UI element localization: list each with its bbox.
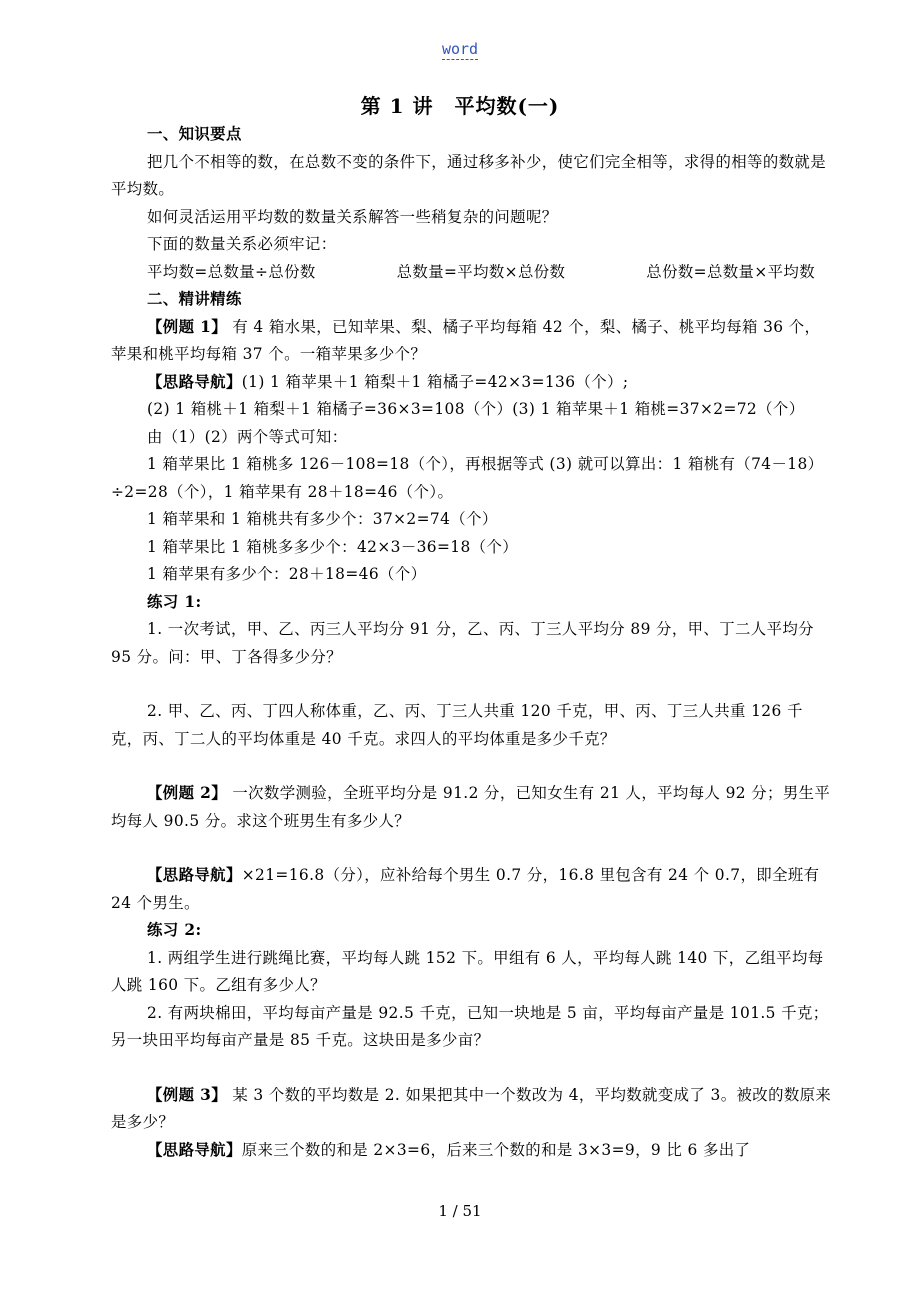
practice-1-question-2: 2. 甲、乙、丙、丁四人称体重，乙、丙、丁三人共重 120 千克，甲、丙、丁三人共重 126 千克，丙、丁二人的平均体重是 40 千克。求四人的平均体重是多少千克？ [111,702,803,748]
knowledge-paragraph-2: 如何灵活运用平均数的数量关系解答一些稍复杂的问题呢？ [147,207,558,226]
page-header [0,40,920,58]
example-3-text: 某 3 个数的平均数是 2. 如果把其中一个数改为 4，平均数就变成了 3。被改的数原来是多少？ [111,1085,832,1131]
word-link[interactable]: word [441,40,479,58]
page-number: 1 / 51 [438,1202,482,1220]
spacer [111,835,833,862]
knowledge-paragraph-1: 把几个不相等的数，在总数不变的条件下，通过移多补少，使它们完全相等，求得的相等的数就是平均数。 [111,152,826,198]
formula-parts: 总份数=总数量×平均数 [646,262,815,281]
practice-2-question-1: 1. 两组学生进行跳绳比赛，平均每人跳 152 下。甲组有 6 人，平均每人跳 140 下，乙组平均每人跳 160 下。乙组有多少人？ [111,948,824,994]
example-1-guide-label: 【思路导航】 [147,372,242,391]
spacer [111,671,833,698]
example-2-label: 【例题 2】 [147,784,228,802]
example-1-line-4: 1 箱苹果比 1 箱桃多 126－108=18（个），再根据等式 (3) 就可以算出：1 箱桃有（74－18）÷2=28（个），1 箱苹果有 28＋18=46（个）。 [111,455,824,501]
example-1-text: 有 4 箱水果，已知苹果、梨、橘子平均每箱 42 个，梨、橘子、桃平均每箱 36 个，苹果和桃平均每箱 37 个。一箱苹果多少个？ [111,317,821,363]
example-3-guide-text: 原来三个数的和是 2×3=6，后来三个数的和是 3×3=9，9 比 6 多出了 [241,1140,751,1159]
practice-heading: 二、精讲精练 [147,290,242,308]
document-body [111,121,833,1164]
spacer [111,1055,833,1082]
example-1-line-7: 1 箱苹果有多少个：28＋18=46（个） [147,565,427,583]
example-2 [111,780,833,835]
example-3 [111,1082,833,1137]
example-1-line-6: 1 箱苹果比 1 箱桃多多少个：42×3－36=18（个） [147,537,519,556]
practice-1-question-1: 1. 一次考试，甲、乙、丙三人平均分 91 分，乙、丙、丁三人平均分 89 分，甲、丁二人平均分 95 分。问：甲、丁各得多少分？ [111,620,814,666]
example-3-guide-label: 【思路导航】 [147,1140,242,1159]
practice-2-question-2: 2. 有两块棉田，平均每亩产量是 92.5 千克，已知一块地是 5 亩，平均每亩产量是 101.5 千克；另一块田平均每亩产量是 85 千克。这块田是多少亩？ [111,1003,829,1049]
lecture-title: 第 1 讲 平均数(一) [360,94,560,118]
example-1-line-2: (2) 1 箱桃＋1 箱梨＋1 箱橘子=36×3=108（个）(3) 1 箱苹果＋1 箱桃=37×2=72（个） [147,400,805,418]
example-3-guide [111,1137,833,1165]
practice-2-label: 练习 2: [147,921,202,939]
example-1-line-3: 由（1）(2）两个等式可知： [147,427,348,446]
formula-average: 平均数=总数量÷总份数 [147,262,316,281]
example-2-guide [111,862,833,917]
knowledge-heading: 一、知识要点 [147,125,242,143]
spacer [111,753,833,780]
example-1 [111,314,833,369]
example-3-label: 【例题 3】 [147,1085,228,1104]
example-1-guide-text: (1) 1 箱苹果＋1 箱梨＋1 箱橘子=42×3=136（个）; [241,372,629,391]
practice-1-label: 练习 1: [147,592,202,611]
example-2-guide-label: 【思路导航】 [147,866,242,884]
example-1-guide [111,369,833,397]
example-1-line-5: 1 箱苹果和 1 箱桃共有多少个：37×2=74（个） [147,510,498,528]
knowledge-paragraph-3: 下面的数量关系必须牢记： [147,235,337,253]
formula-row [111,259,833,287]
example-2-text: 一次数学测验，全班平均分是 91.2 分，已知女生有 21 人，平均每人 92 分；男生平均每人 90.5 分。求这个班男生有多少人？ [111,784,831,830]
example-1-label: 【例题 1】 [147,317,228,336]
example-2-guide-text: ×21=16.8（分），应补给每个男生 0.7 分，16.8 里包含有 24 个 0.7，即全班有 24 个男生。 [111,866,820,912]
formula-total: 总数量=平均数×总份数 [396,262,566,281]
